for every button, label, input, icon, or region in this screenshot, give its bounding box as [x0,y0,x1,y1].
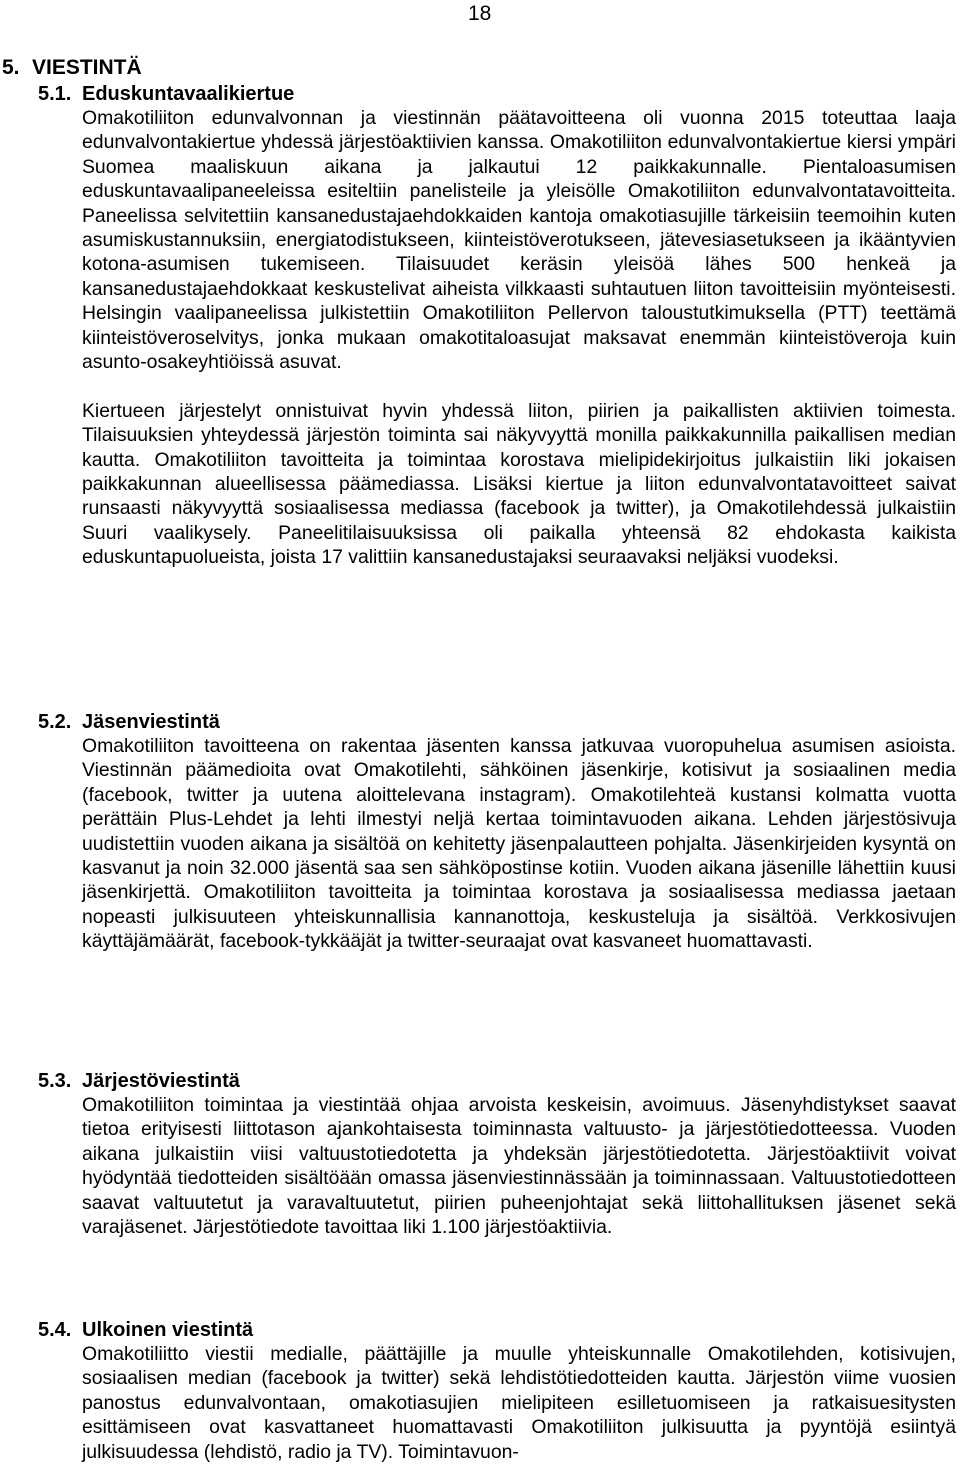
section-heading [38,710,956,734]
section-body [82,106,956,570]
section-heading [38,1069,956,1093]
section-ulkoinen-viestinta [38,1318,956,1464]
section-jasenviestinta [38,710,956,954]
section-body [82,734,956,954]
section-body [82,1093,956,1239]
section-eduskuntavaalikiertue [38,82,956,570]
section-title: Eduskuntavaalikiertue [82,83,295,105]
chapter-title: VIESTINTÄ [32,56,142,79]
section-number: 5.1. [38,83,72,105]
section-body [82,1342,956,1464]
paragraph: Omakotiliiton toimintaa ja viestintää ohjaa arvoista keskeisin, avoimuus. Jäsenyhdistykset saavat tietoa erityisesti liittotason ajankohtaisesta toiminnasta valtuusto- ja järjestötiedotteessa. Vuoden aikana julkaistiin viisi valtuustotiedotetta ja yhdeksän järjestötiedotetta. Järjestöaktiivit voivat hyödyntää tiedotteiden sisältöään omassa jäsenviestinnässään ja toiminnassaan. Valtuustotiedotteen saavat valtuutetut ja varavaltuutetut, piirien puheenjohtajat sekä liittohallituksen jäsenet sekä varajäsenet. Järjestötiedote tavoittaa liki 1.100 järjestöaktiivia. [82,1094,956,1239]
section-title: Järjestöviestintä [82,1070,240,1092]
section-heading [38,1318,956,1342]
section-title: Jäsenviestintä [82,711,220,733]
section-number: 5.4. [38,1319,72,1341]
paragraph: Kiertueen järjestelyt onnistuivat hyvin yhdessä liiton, piirien ja paikallisten aktiivien toimesta. Tilaisuuksien yhteydessä järjestön toiminta sai näkyvyyttä monilla paikkakunnilla paikallisen median kautta. Omakotiliiton tavoitteita ja toimintaa korostava mielipidekirjoitus julkaistiin liki jokaisen paikkakunnan alueellisessa päämediassa. Lisäksi kiertue ja liiton edunvalvontatavoitteet saivat runsaasti näkyvyyttä sosiaalisessa mediassa (facebook ja twitter), ja Omakotilehdessä julkaistiin Suuri vaalikysely. Paneelitilaisuuksissa oli paikalla yhteensä 82 ehdokasta kaikista eduskuntapuolueista, joista 17 valittiin kansanedustajaksi seuraavaksi neljäksi vuodeksi. [82,399,956,569]
section-number: 5.3. [38,1070,72,1092]
page-number: 18 [468,2,492,25]
section-heading [38,82,956,106]
section-number: 5.2. [38,711,72,733]
section-title: Ulkoinen viestintä [82,1319,254,1341]
chapter-number: 5. [2,56,20,79]
section-jarjestoviestinta [38,1069,956,1239]
chapter-heading [2,56,142,80]
paragraph: Omakotiliiton edunvalvonnan ja viestinnän päätavoitteena oli vuonna 2015 toteuttaa laaja edunvalvontakiertue yhdessä järjestöaktiivien kanssa. Omakotiliiton edunvalvontakiertue kiersi ympäri Suomea maaliskuun aikana ja jalkautui 12 paikkakunnalle. Pientaloasumisen eduskuntavaalipaneeleissa esiteltiin panelisteile ja yleisölle Omakotiliiton edunvalvontatavoitteita. Paneelissa selvitettiin kansanedustajaehdokkaiden kantoja omakotiasujille tärkeisiin teemoihin kuten asumiskustannuksiin, energiatodistukseen, kiinteistöverotukseen, jätevesiasetukseen ja ikääntyvien kotona-asumisen tukemiseen. Tilaisuudet keräsin yleisöä lähes 500 henkeä ja kansanedustajaehdokkaat keskustelivat aiheista vilkkaasti suhtautuen liiton tavoitteisiin myönteisesti. Helsingin vaalipaneelissa julkistettiin Omakotiliiton Pellervon taloustutkimuksella (PTT) teettämä kiinteistöveroselvitys, jonka mukaan omakotitaloasujat maksavat enemmän kiinteistöveroja kuin asunto-osakeyhtiöissä asuvat. [82,107,956,374]
paragraph: Omakotiliitto viestii medialle, päättäjille ja muulle yhteiskunnalle Omakotilehden, kotisivujen, sosiaalisen median (facebook ja twitter) sekä lehdistötiedotteiden kautta. Järjestön viime vuosien panostus edunvalvontaan, omakotiasujien mielipiteen esilletuomiseen ja ratkaisuesitysten esittämiseen ovat kasvattaneet huomattavasti Omakotiliiton julkisuutta ja pyyntöjä esiintyä julkisuudessa (lehdistö, radio ja TV). Toimintavuon- [82,1343,956,1463]
paragraph: Omakotiliiton tavoitteena on rakentaa jäsenten kanssa jatkuvaa vuoropuhelua asumisen asioista. Viestinnän päämedioita ovat Omakotilehti, sähköinen jäsenkirje, kotisivut ja sosiaalinen media (facebook, twitter ja uutena aloittelevana instagram). Omakotilehteä kustansi kolmatta vuotta perättäin Plus-Lehdet ja lehti ilmestyi neljä kertaa toimintavuoden aikana. Lehden järjestösivuja uudistettiin vuoden aikana ja sisältöä on kehitetty jäsenpalautteen pohjalta. Jäsenkirjeiden kysyntä on kasvanut ja noin 32.000 jäsentä saa sen sähköpostinse kotiin. Vuoden aikana jäsenille lähettiin kuusi jäsenkirjettä. Omakotiliiton tavoitteita ja toimintaa korostava ja sosiaalisessa mediassa jaetaan nopeasti julkisuuteen yhteiskunnallisia kannanottoja, keskusteluja ja sisältöä. Verkkosivujen käyttäjämäärät, facebook-tykkääjät ja twitter-seuraajat ovat kasvaneet huomattavasti. [82,735,956,953]
